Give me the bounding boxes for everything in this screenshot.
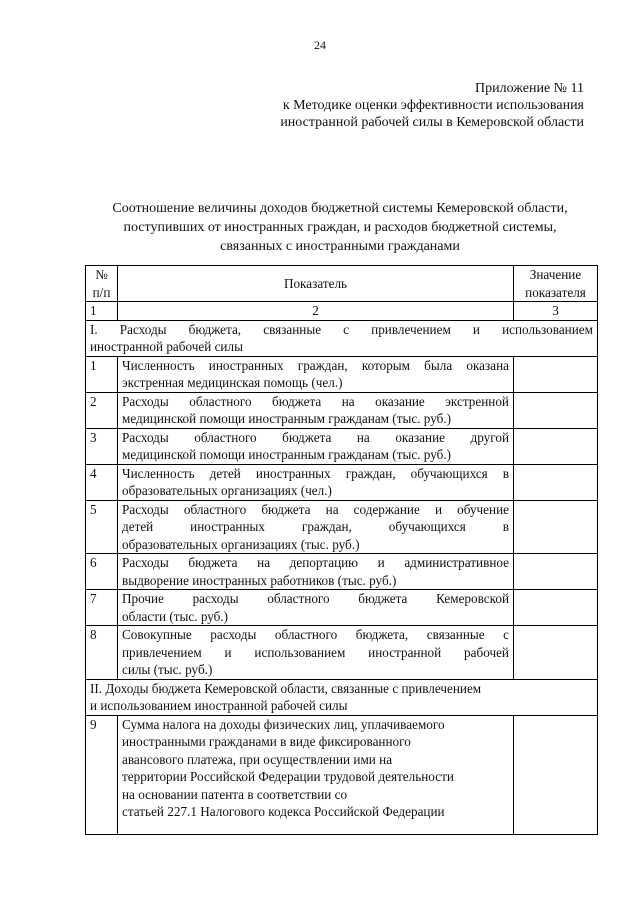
table-header-row: [86, 266, 598, 302]
title-line: Соотношение величины доходов бюджетной системы Кемеровской области,: [112, 201, 568, 216]
table-row: [86, 554, 598, 590]
row-number: 7: [86, 590, 118, 626]
row-indicator: Численность детей иностранных граждан, обучающихся в образовательных организациях (чел.): [118, 464, 514, 500]
header-value-cell: Значение показателя: [514, 266, 598, 302]
row-indicator: Сумма налога на доходы физических лиц, уплачиваемого иностранными гражданами в виде фиксированного авансового платежа, при осуществлении ими на территории Российской Федерации трудовой деятельности на основании патента в соответствии со статьей 227.1 Налогового кодекса Российской Федерации: [118, 715, 514, 834]
section-header-cell: II. Доходы бюджета Кемеровской области, связанные с привлечением и использованием иностранной рабочей силы: [86, 679, 598, 715]
row-indicator: Прочие расходы областного бюджета Кемеровской области (тыс. руб.): [118, 590, 514, 626]
row-value: [514, 392, 598, 428]
table-row: [86, 500, 598, 554]
appendix-line: иностранной рабочей силы в Кемеровской области: [280, 115, 584, 130]
column-number-cell: 2: [118, 302, 514, 321]
row-number: 2: [86, 392, 118, 428]
appendix-note: [280, 80, 584, 131]
row-indicator: Совокупные расходы областного бюджета, связанные с привлечением и использованием иностранной рабочей силы (тыс. руб.): [118, 626, 514, 680]
row-number: 8: [86, 626, 118, 680]
header-num-cell: № п/п: [86, 266, 118, 302]
row-number: 4: [86, 464, 118, 500]
row-indicator: Расходы областного бюджета на оказание экстренной медицинской помощи иностранным гражданам (тыс. руб.): [118, 392, 514, 428]
table-row: [86, 428, 598, 464]
row-value: [514, 428, 598, 464]
row-number: 3: [86, 428, 118, 464]
document-title: [70, 199, 610, 256]
appendix-line: Приложение № 11: [475, 81, 584, 96]
column-number-cell: 3: [514, 302, 598, 321]
table-row: [86, 626, 598, 680]
row-number: 1: [86, 356, 118, 392]
indicators-table: [85, 265, 598, 835]
row-number: 5: [86, 500, 118, 554]
column-number-row: [86, 302, 598, 321]
column-number-cell: 1: [86, 302, 118, 321]
section-header-cell: I. Расходы бюджета, связанные с привлечением и использованием иностранной рабочей силы: [86, 320, 598, 356]
row-value: [514, 715, 598, 834]
row-indicator: Расходы областного бюджета на содержание и обучение детей иностранных граждан, обучающихся в образовательных организациях (тыс. руб.): [118, 500, 514, 554]
row-value: [514, 356, 598, 392]
row-value: [514, 554, 598, 590]
title-line: поступивших от иностранных граждан, и расходов бюджетной системы,: [123, 220, 557, 235]
page-number: 24: [314, 38, 326, 52]
row-indicator: Расходы областного бюджета на оказание другой медицинской помощи иностранным гражданам (тыс. руб.): [118, 428, 514, 464]
table-row: [86, 590, 598, 626]
row-indicator: Численность иностранных граждан, которым была оказана экстренная медицинская помощь (чел.): [118, 356, 514, 392]
row-indicator: Расходы бюджета на депортацию и административное выдворение иностранных работников (тыс. руб.): [118, 554, 514, 590]
row-value: [514, 590, 598, 626]
row-value: [514, 626, 598, 680]
table-row: [86, 392, 598, 428]
row-value: [514, 464, 598, 500]
table-row: [86, 715, 598, 834]
section-header-row: [86, 679, 598, 715]
table-row: [86, 464, 598, 500]
title-line: связанных с иностранными гражданами: [220, 239, 460, 254]
section-header-row: [86, 320, 598, 356]
row-value: [514, 500, 598, 554]
header-indicator-cell: Показатель: [118, 266, 514, 302]
appendix-line: к Методике оценки эффективности использования: [282, 98, 584, 113]
row-number: 9: [86, 715, 118, 834]
row-number: 6: [86, 554, 118, 590]
table-row: [86, 356, 598, 392]
